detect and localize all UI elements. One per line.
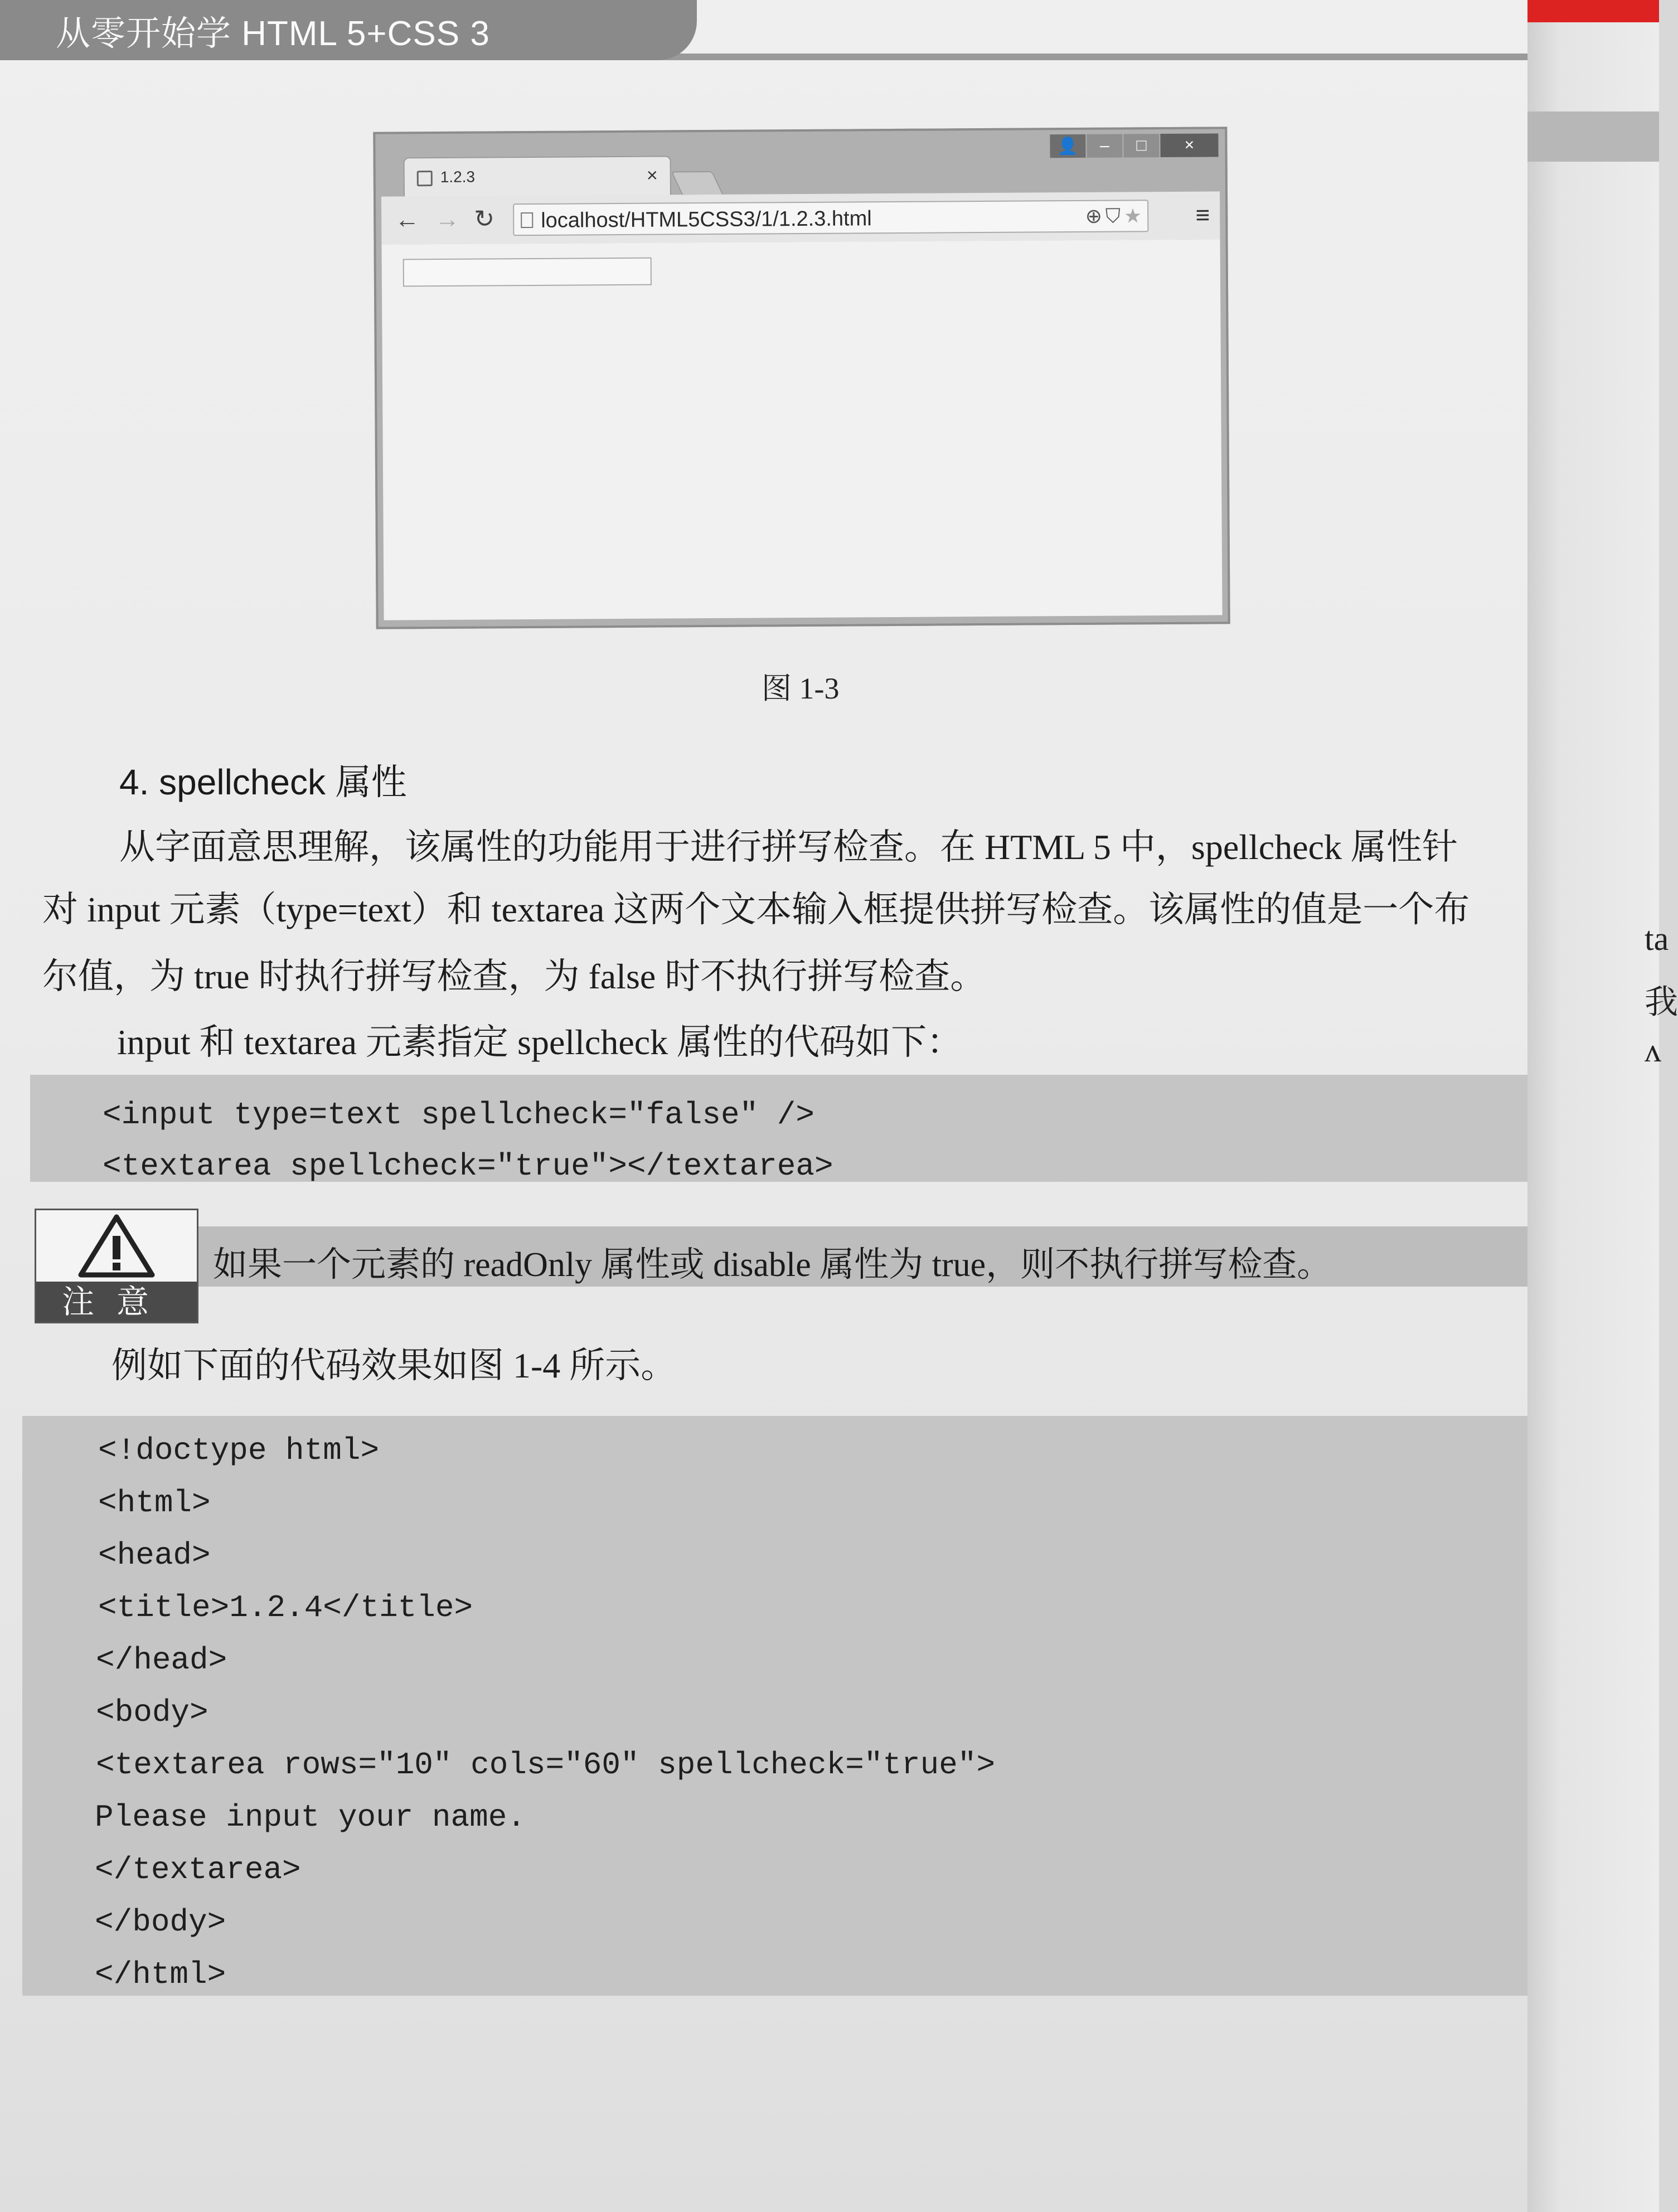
warning-icon [36,1210,197,1282]
code-line: <html> [98,1485,211,1521]
code-line: </textarea> [95,1852,301,1888]
menu-icon: ≡ [1195,201,1210,229]
new-tab-button [671,171,724,196]
code-line: <head> [98,1537,211,1573]
star-icon: ★ [1123,204,1142,227]
browser-viewport [382,239,1223,620]
note-label: 注意 [36,1282,197,1322]
back-arrow-icon: ← [395,206,420,234]
paragraph-line: 例如下面的代码效果如图 1-4 所示。 [111,1346,677,1385]
maximize-icon: □ [1123,134,1159,157]
code-line: <input type=text spellcheck="false" /> [103,1097,815,1133]
paragraph-line: input 和 textarea 元素指定 spellcheck 属性的代码如下： [117,1022,963,1062]
note-text: 如果一个元素的 readOnly 属性或 disable 属性为 true，则不执行拼写检查。 [213,1246,1332,1284]
section-heading: 4. spellcheck 属性 [119,762,407,802]
tab-title: 1.2.3 [440,168,476,186]
code-line: </body> [95,1904,226,1940]
code-line: <!doctype html> [98,1433,380,1468]
code-line: Please input your name. [95,1799,526,1835]
address-icons [1082,204,1142,229]
note-icon-box [35,1209,198,1323]
code-line: </head> [96,1642,227,1678]
address-bar [513,200,1148,236]
paragraph-line: 对 input 元素（type=text）和 textarea 这两个文本输入框提供拼写检查。该属性的值是一个布 [42,890,1470,929]
reload-icon: ↻ [474,205,495,233]
browser-tab [404,156,671,197]
adjacent-page-text: ʌ [1645,1032,1661,1069]
code-line: <textarea rows="10" cols="60" spellcheck="true"> [96,1747,996,1783]
code-line: </html> [95,1957,226,1992]
page-favicon-icon [417,171,433,186]
shield-icon: ⛉ [1105,204,1121,227]
book-title: 从零开始学 HTML 5+CSS 3 [56,14,490,53]
page-icon [521,212,533,228]
text-input-rendered [403,258,652,287]
zoom-icon: ⊕ [1085,204,1103,227]
red-corner [1527,0,1659,22]
header-tab [0,0,697,60]
paragraph-line: 尔值，为 true 时执行拼写检查，为 false 时不执行拼写检查。 [42,957,986,996]
code-line: <body> [96,1695,208,1730]
code-line: <textarea spellcheck="true"></textarea> [103,1148,833,1184]
url-text: localhost/HTML5CSS3/1/1.2.3.html [541,207,872,232]
minimize-icon: – [1087,134,1122,157]
adjacent-page-edge [1527,0,1678,2212]
window-controls [1049,133,1218,158]
code-block [22,1416,1594,1996]
close-icon: × [1160,133,1218,157]
forward-arrow-icon: → [435,205,460,234]
figure-caption: 图 1-3 [762,672,840,705]
code-line: <title>1.2.4</title> [98,1590,473,1626]
browser-toolbar [381,191,1220,245]
adjacent-page-text: 我 [1645,984,1678,1021]
tab-close-icon: × [646,164,658,186]
browser-window-figure [373,127,1230,629]
user-icon: 👤 [1050,134,1085,158]
adjacent-page-text: ta [1645,920,1669,957]
paragraph-line: 从字面意思理解，该属性的功能用于进行拼写检查。在 HTML 5 中，spellcheck 属性针 [119,827,1458,867]
adjacent-page-band [1527,111,1659,162]
